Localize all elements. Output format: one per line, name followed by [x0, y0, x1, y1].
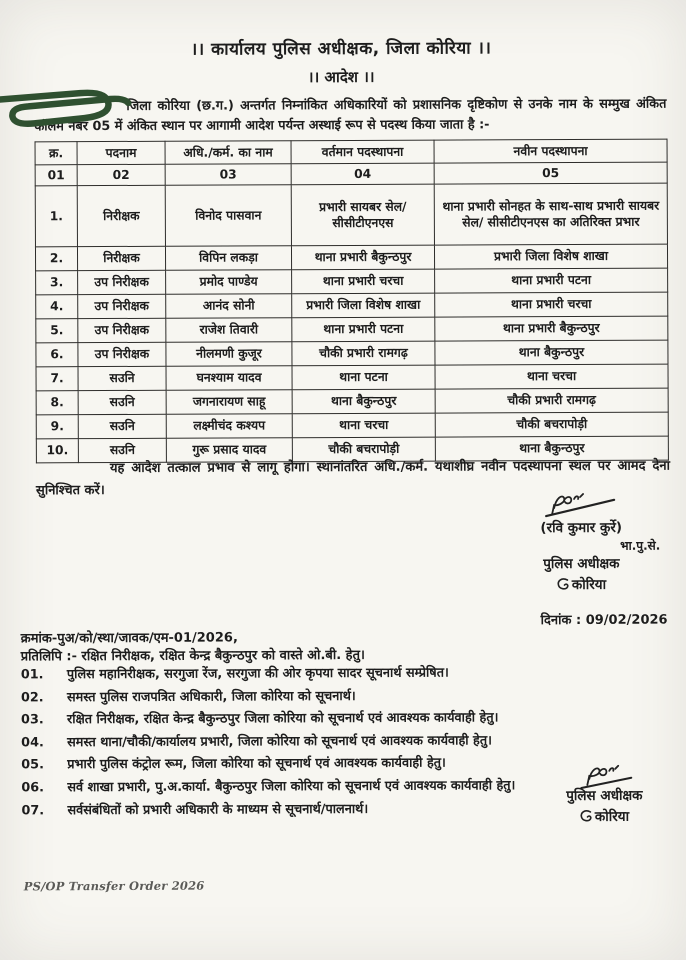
cell-serial: 5. [36, 319, 78, 343]
document-title: ।। कार्यालय पुलिस अधीक्षक, जिला कोरिया ।। [190, 38, 492, 60]
initial-loop-mark-icon [580, 808, 594, 824]
cell-name: घनश्याम यादव [166, 366, 292, 391]
column-number-row [35, 162, 667, 186]
signatory-service: भा.पु.से. [620, 538, 661, 553]
footer-file-note: PS/OP Transfer Order 2026 [23, 878, 205, 894]
cell-new: चौकी बचरापोड़ी [435, 412, 668, 437]
cell-current: प्रभारी जिला विशेष शाखा [292, 293, 435, 318]
table-row [36, 412, 668, 439]
cell-new: थाना बैकुन्ठपुर [435, 436, 668, 461]
col-number: 02 [77, 164, 165, 185]
cell-post: उप निरीक्षक [78, 294, 166, 318]
intro-paragraph: जिला कोरिया (छ.ग.) अन्तर्गत निम्नांकित अधिकारियों को प्रशासनिक दृष्टिकोण से उनके नाम के सम्मुख अंकित कॉलम नंबर 05 में अंकित स्थान पर आगामी आदेश पर्यन्त अस्थाई रूप से पदस्थ किया जाता है :- [34, 96, 667, 135]
cell-new: प्रभारी जिला विशेष शाखा [434, 244, 667, 269]
cell-current: थाना पटना [292, 365, 435, 390]
header-post: पदनाम [77, 141, 165, 164]
cell-serial: 1. [35, 186, 77, 247]
header-serial: क्र. [35, 142, 77, 165]
table-row [36, 364, 668, 391]
paperclip-icon [0, 85, 143, 142]
cc-number: 04. [21, 735, 44, 751]
cell-current: थाना बैकुन्ठपुर [292, 389, 435, 414]
cell-current: प्रभारी सायबर सेल/ सीसीटीएनएस [291, 184, 434, 246]
header-new-posting: नवीन पदस्थापना [434, 139, 667, 163]
district-text: कोरिया [594, 808, 630, 825]
cell-post: उप निरीक्षक [78, 270, 166, 294]
cell-serial: 6. [36, 343, 78, 367]
cc-number: 06. [21, 780, 45, 796]
cc-number: 02. [20, 689, 44, 706]
cell-name: जगनारायण साहू [166, 390, 292, 415]
order-heading: ।। आदेश ।। [307, 67, 375, 87]
cell-serial: 7. [36, 367, 78, 391]
cell-post: सउनि [78, 414, 166, 438]
table-row [35, 183, 667, 247]
cell-current: थाना प्रभारी बैकुन्ठपुर [291, 245, 434, 270]
cell-name: गुरू प्रसाद यादव [166, 438, 292, 463]
cell-new: थाना चरचा [435, 364, 668, 389]
cc-item [21, 684, 675, 709]
cell-serial: 8. [36, 391, 78, 415]
cc-text: समस्त पुलिस राजपत्रित अधिकारी, जिला कोरिया को सूचनार्थ। [66, 688, 356, 705]
cell-serial: 3. [36, 271, 78, 295]
col-number: 03 [165, 164, 291, 186]
cell-post: उप निरीक्षक [78, 318, 166, 342]
cell-name: नीलमणी कुजूर [166, 342, 292, 367]
date-line: दिनांक : 09/02/2026 [540, 612, 668, 629]
cell-post: सउनि [78, 366, 166, 390]
cell-new: थाना प्रभारी बैकुन्ठपुर [435, 316, 668, 341]
cc-text: समस्त थाना/चौकी/कार्यालय प्रभारी, जिला कोरिया को सूचनार्थ एवं आवश्यक कार्यवाही हेतु। [67, 733, 492, 750]
reference-number: क्रमांक-पुअ/को/स्था/जावक/एम-01/2026, [20, 630, 238, 647]
table-row [36, 316, 668, 343]
table-row [36, 340, 668, 367]
col-number: 04 [291, 163, 434, 185]
cc-item [21, 729, 675, 754]
cc-text: पुलिस महानिरीक्षक, सरगुजा रेंज, सरगुजा की ओर कृपया सादर सूचनार्थ सम्प्रेषित। [66, 665, 449, 683]
header-current-posting: वर्तमान पदस्थापना [291, 140, 434, 164]
transfer-order-table [35, 139, 669, 464]
signature-block [486, 492, 676, 597]
table-row [36, 292, 668, 319]
initial-loop-mark-icon [557, 576, 571, 592]
district-text: कोरिया [571, 576, 607, 594]
cell-name: प्रमोद पाण्डेय [166, 270, 292, 295]
cell-post: निरीक्षक [77, 185, 165, 246]
cell-name: विनोद पासवान [165, 185, 291, 247]
cell-post: निरीक्षक [77, 246, 165, 270]
cell-name: लक्ष्मीचंद कश्यप [166, 414, 292, 439]
cell-serial: 4. [36, 295, 78, 319]
cc-item [21, 707, 675, 732]
cell-serial: 10. [36, 439, 78, 463]
cc-number: 07. [21, 802, 45, 818]
table-header-row [35, 139, 667, 165]
cell-name: विपिन लकड़ा [165, 246, 291, 271]
cell-name: राजेश तिवारी [166, 318, 292, 343]
col-number: 01 [35, 165, 77, 186]
cell-post: सउनि [78, 438, 166, 462]
signature-scribble-icon [526, 492, 636, 520]
cell-serial: 9. [36, 415, 78, 439]
cell-new: थाना प्रभारी सोनहत के साथ-साथ प्रभारी सायबर सेल/ सीसीटीएनएस का अतिरिक्त प्रभार [434, 183, 667, 245]
footer-signatory-district [529, 806, 679, 829]
table-row [35, 244, 667, 271]
cc-number: 03. [21, 712, 44, 728]
cell-current: थाना प्रभारी पटना [292, 317, 435, 342]
cell-new: थाना प्रभारी पटना [435, 268, 668, 293]
cell-new: चौकी प्रभारी रामगढ़ [435, 388, 668, 413]
cc-number: 05. [21, 757, 44, 773]
effect-note-paragraph: यह आदेश तत्काल प्रभाव से लागू होगा। स्थानांतरित अधि./कर्म. यथाशीघ्र नवीन पदस्थापना स्थल पर आमद देना सुनिश्चित करें। [36, 458, 670, 499]
col-number: 05 [434, 162, 667, 184]
cell-new: थाना बैकुन्ठपुर [435, 340, 668, 365]
cell-post: उप निरीक्षक [78, 342, 166, 366]
cell-serial: 2. [35, 247, 77, 271]
footer-signature-block [529, 764, 679, 829]
footer-signatory-designation: पुलिस अधीक्षक [566, 787, 643, 805]
cc-text: रक्षित निरीक्षक, रक्षित केन्द्र बैकुन्ठपुर जिला कोरिया को सूचनार्थ एवं आवश्यक कार्यवाही हेतु। [67, 710, 499, 728]
cc-number: 01. [20, 667, 44, 683]
cell-name: आनंद सोनी [166, 294, 292, 319]
cell-current: चौकी प्रभारी रामगढ़ [292, 341, 435, 366]
cc-item [21, 662, 675, 687]
signatory-district [486, 574, 676, 597]
cell-new: थाना प्रभारी चरचा [435, 292, 668, 317]
table-row [36, 388, 668, 415]
cell-post: सउनि [78, 390, 166, 414]
signatory-name: (रवि कुमार कुर्रे) [540, 519, 623, 537]
cc-text: सर्वसंबंधितों को प्रभारी अधिकारी के माध्यम से सूचनार्थ/पालनार्थ। [67, 801, 369, 818]
cell-current: थाना प्रभारी चरचा [292, 269, 435, 294]
cc-text: प्रभारी पुलिस कंट्रोल रूम, जिला कोरिया को सूचनार्थ एवं आवश्यक कार्यवाही हेतु। [67, 755, 446, 773]
copy-to-line: प्रतिलिपि :- रक्षित निरीक्षक, रक्षित केन्द्र बैकुन्ठपुर को वास्ते ओ.बी. हेतु। [20, 647, 365, 665]
cc-text: सर्व शाखा प्रभारी, पु.अ.कार्या. बैकुन्ठपुर जिला कोरिया को सूचनार्थ एवं आवश्यक कार्यवाही हेतु। [67, 778, 516, 796]
cell-current: चौकी बचरापोड़ी [292, 437, 435, 462]
header-name: अधि./कर्म. का नाम [165, 141, 291, 165]
cell-current: थाना चरचा [292, 413, 435, 438]
table-row [36, 268, 668, 295]
signatory-designation: पुलिस अधीक्षक [543, 555, 620, 573]
